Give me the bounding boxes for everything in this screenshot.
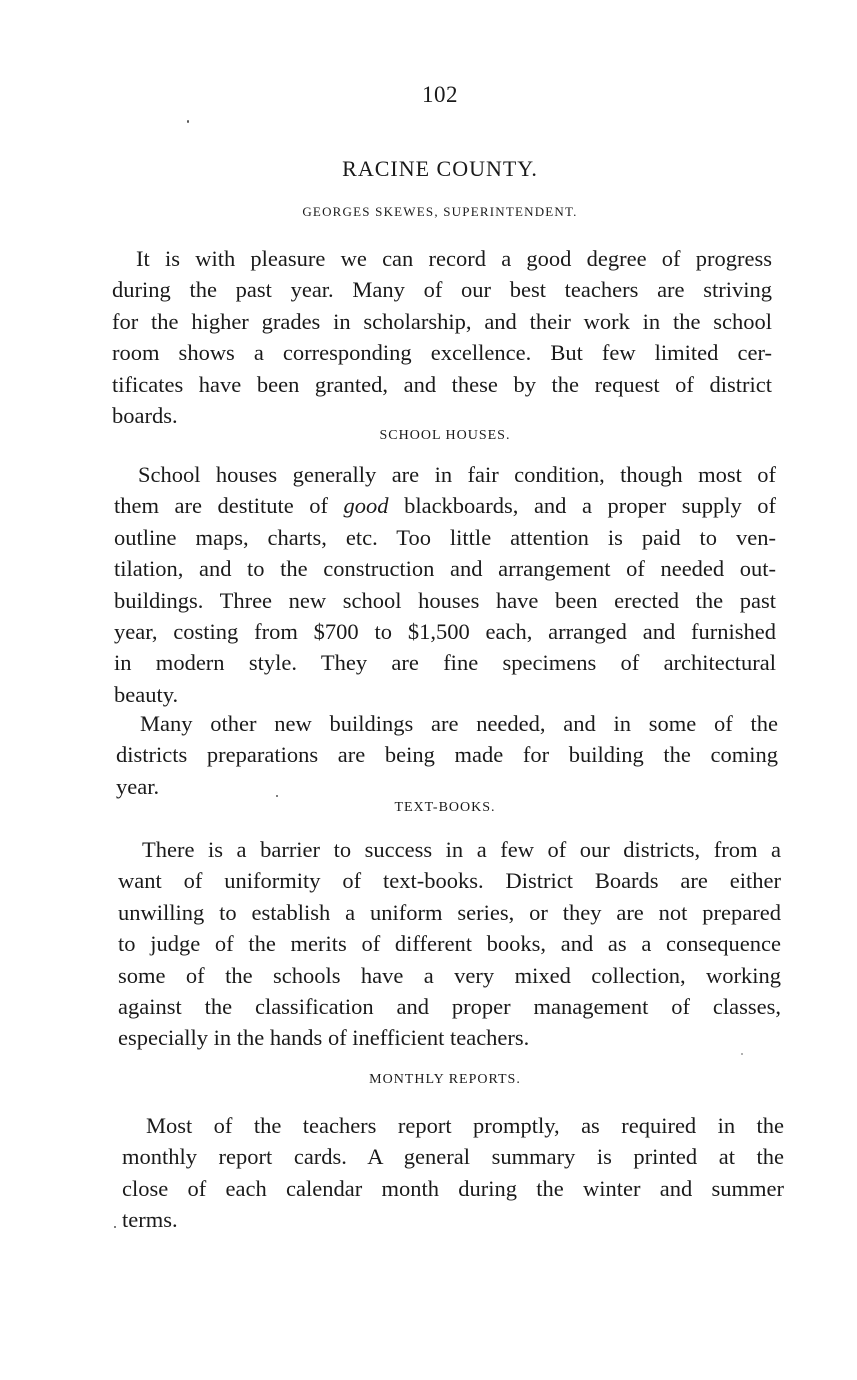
- school-houses-paragraph-2: [116, 708, 778, 802]
- text-line: for the higher grades in scholarship, and their work in the school: [112, 308, 772, 334]
- text-line: some of the schools have a very mixed collection, working: [118, 962, 781, 988]
- text-line: Most of the teachers report promptly, as required in the: [146, 1113, 784, 1138]
- text-line: against the classification and proper management of classes,: [118, 994, 781, 1020]
- text-line: outline maps, charts, etc. Too little attention is paid to ven-: [114, 524, 776, 550]
- page-number: 102: [422, 82, 458, 107]
- text-segment: blackboards, and a proper supply of: [388, 493, 776, 519]
- text-line: boards.: [112, 403, 178, 429]
- superintendent-line: GEORGES SKEWES, SUPERINTENDENT.: [302, 204, 578, 219]
- text-line: There is a barrier to success in a few of our districts, from a: [142, 837, 781, 862]
- text-line: districts preparations are being made for building the coming: [116, 742, 778, 768]
- text-line: close of each calendar month during the winter and summer: [122, 1175, 784, 1201]
- text-line: especially in the hands of inefficient teachers.: [118, 1025, 530, 1051]
- text-line: [114, 490, 776, 521]
- section-heading-text-books: TEXT-BOOKS.: [394, 800, 496, 815]
- text-line: to judge of the merits of different books, and as a consequence: [118, 931, 781, 957]
- italic-word: good: [343, 493, 389, 519]
- section-heading-monthly-reports: MONTHLY REPORTS.: [369, 1072, 521, 1087]
- intro-paragraph: [112, 243, 772, 431]
- text-line: monthly report cards. A general summary is printed at the: [122, 1144, 784, 1170]
- text-line: beauty.: [114, 681, 179, 707]
- text-line: It is with pleasure we can record a good degree of progress: [136, 246, 772, 271]
- page-title: RACINE COUNTY.: [342, 156, 538, 181]
- monthly-reports-paragraph: [122, 1110, 784, 1236]
- text-line: tilation, and to the construction and arrangement of needed out-: [114, 556, 776, 582]
- ink-speck: [187, 120, 189, 123]
- text-line: Many other new buildings are needed, and in some of the: [140, 711, 778, 736]
- text-segment: them are destitute of: [114, 493, 344, 519]
- ink-speck: [276, 795, 278, 797]
- text-line: room shows a corresponding excellence. But few limited cer-: [112, 340, 772, 366]
- text-line: unwilling to establish a uniform series, or they are not prepared: [118, 899, 781, 925]
- text-line: in modern style. They are fine specimens of architectural: [114, 650, 776, 676]
- school-houses-paragraph-1: [114, 459, 776, 710]
- text-line: terms.: [122, 1207, 178, 1233]
- text-line: School houses generally are in fair condition, though most of: [138, 462, 776, 487]
- text-books-paragraph: [118, 834, 781, 1054]
- ink-speck: [114, 1226, 116, 1228]
- text-line: year.: [116, 773, 160, 799]
- text-line: want of uniformity of text-books. District Boards are either: [118, 868, 781, 894]
- ink-speck: [741, 1053, 743, 1055]
- text-line: buildings. Three new school houses have been erected the past: [114, 587, 776, 613]
- section-heading-school-houses: SCHOOL HOUSES.: [379, 428, 511, 443]
- text-line: year, costing from $700 to $1,500 each, arranged and furnished: [114, 619, 776, 645]
- text-line: during the past year. Many of our best teachers are striving: [112, 277, 772, 303]
- text-line: tificates have been granted, and these by the request of district: [112, 371, 772, 397]
